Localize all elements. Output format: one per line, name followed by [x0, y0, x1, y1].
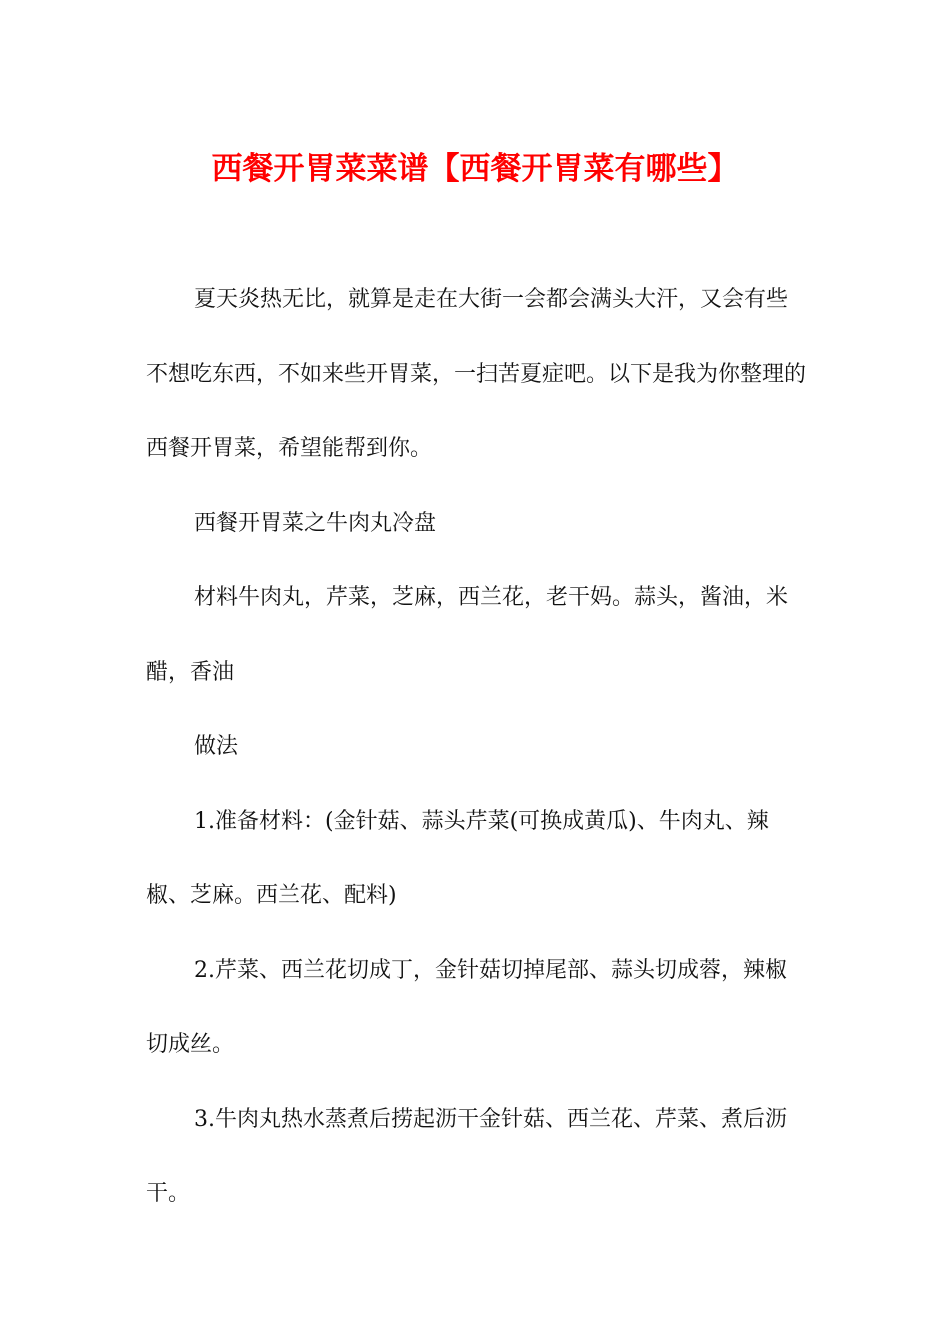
step-2: 2.芹菜、西兰花切成丁，金针菇切掉尾部、蒜头切成蓉，辣椒切成丝。 — [146, 957, 787, 1057]
step-3: 3.牛肉丸热水蒸煮后捞起沥干金针菇、西兰花、芹菜、煮后沥干。 — [146, 1106, 787, 1206]
document-body — [146, 263, 806, 1232]
section-heading: 西餐开胃菜之牛肉丸冷盘 — [194, 510, 437, 536]
ingredients-paragraph: 材料牛肉丸，芹菜，芝麻，西兰花，老干妈。蒜头，酱油，米醋，香油 — [146, 585, 789, 685]
document-title: 西餐开胃菜菜谱【西餐开胃菜有哪些】 — [211, 151, 739, 187]
intro-paragraph: 夏天炎热无比，就算是走在大街一会都会满头大汗，又会有些不想吃东西，不如来些开胃菜，一扫苦夏症吧。以下是我为你整理的西餐开胃菜，希望能帮到你。 — [146, 287, 807, 461]
method-heading: 做法 — [194, 734, 239, 759]
step-1: 1.准备材料：(金针菇、蒜头芹菜(可换成黄瓜)、牛肉丸、辣椒、芝麻。西兰花、配料) — [146, 808, 769, 908]
